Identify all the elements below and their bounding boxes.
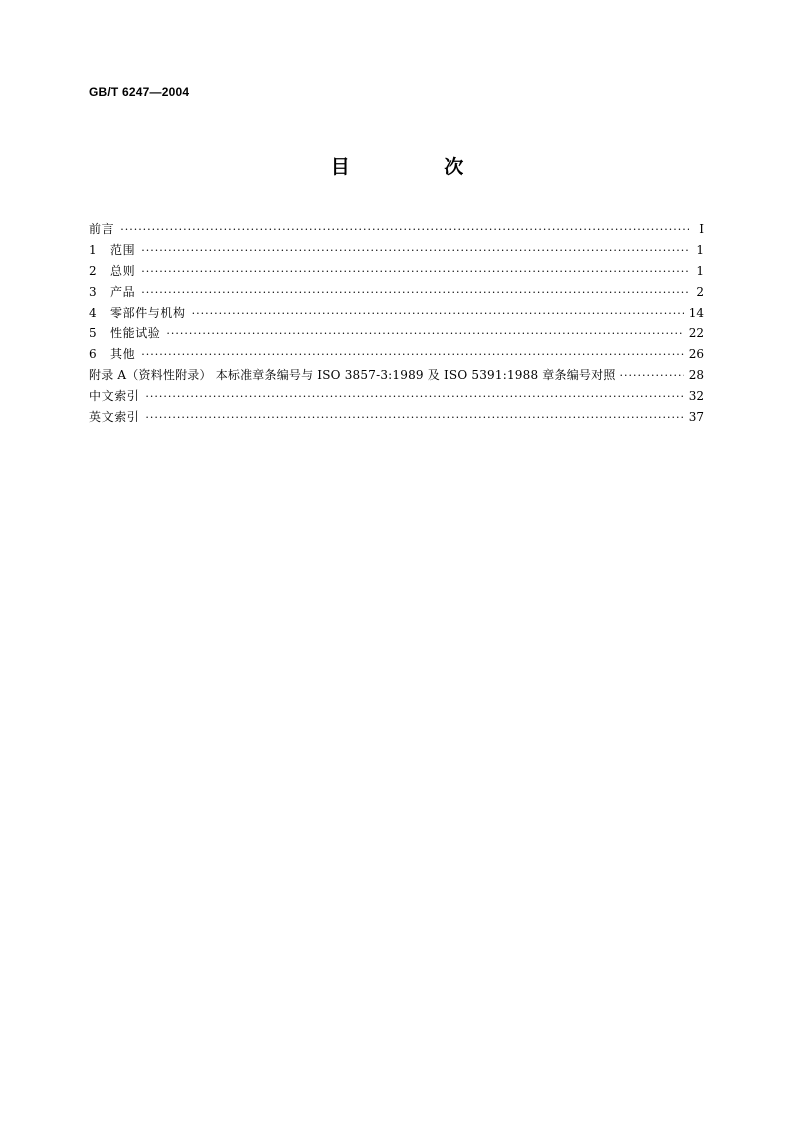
toc-entry-english-index[interactable] (89, 407, 704, 428)
toc-entry-chinese-index[interactable] (89, 386, 704, 407)
toc-entry-number: 3 (89, 284, 97, 299)
toc-entry-scope[interactable] (89, 240, 704, 261)
toc-entry-others[interactable] (89, 344, 704, 365)
toc-dot-leader (141, 262, 689, 283)
toc-entry-label: 前言 (89, 222, 115, 236)
toc-dot-leader (192, 304, 684, 325)
toc-entry-label: 英文索引 (89, 410, 140, 425)
toc-entry-products[interactable] (89, 282, 704, 303)
table-of-contents (89, 219, 704, 428)
toc-entry-page: 28 (688, 368, 704, 383)
toc-entry-page: 1 (696, 242, 704, 257)
toc-entry-label: 其他 (110, 347, 136, 362)
toc-entry-page: 22 (688, 326, 704, 341)
toc-dot-leader (120, 220, 689, 241)
toc-entry-foreword[interactable] (89, 219, 704, 240)
toc-entry-number: 2 (89, 263, 97, 278)
toc-entry-page: 1 (696, 263, 704, 278)
toc-entry-components[interactable] (89, 303, 704, 324)
toc-dot-leader (620, 366, 684, 387)
toc-title: 目 次 (330, 156, 508, 178)
toc-entry-number: 5 (89, 326, 97, 341)
toc-dot-leader (141, 241, 689, 262)
toc-dot-leader (141, 283, 689, 304)
toc-dot-leader (166, 324, 683, 345)
toc-entry-performance-tests[interactable] (89, 323, 704, 344)
toc-entry-page: 32 (688, 389, 704, 404)
toc-entry-number: 1 (89, 242, 97, 257)
toc-entry-label: 附录 A（资料性附录） 本标准章条编号与 ISO 3857-3:1989 及 ISO 5391:1988 章条编号对照 (89, 368, 616, 383)
toc-entry-page: 37 (688, 410, 704, 425)
toc-entry-label: 零部件与机构 (110, 305, 186, 320)
toc-dot-leader (141, 345, 684, 366)
toc-entry-label: 性能试验 (110, 326, 161, 341)
standard-code: GB/T 6247—2004 (89, 85, 190, 99)
toc-entry-label: 中文索引 (89, 389, 140, 404)
toc-dot-leader (145, 387, 683, 408)
toc-entry-page: I (699, 222, 704, 236)
toc-entry-label: 范围 (110, 242, 136, 257)
toc-entry-page: 26 (688, 347, 704, 362)
toc-entry-page: 14 (688, 305, 704, 320)
toc-entry-number: 6 (89, 347, 97, 362)
toc-entry-label: 总则 (110, 263, 136, 278)
toc-entry-label: 产品 (110, 284, 136, 299)
toc-entry-page: 2 (696, 284, 704, 299)
toc-dot-leader (145, 408, 683, 429)
toc-entry-number: 4 (89, 305, 97, 320)
toc-entry-annex-a[interactable] (89, 365, 704, 386)
toc-entry-general[interactable] (89, 261, 704, 282)
